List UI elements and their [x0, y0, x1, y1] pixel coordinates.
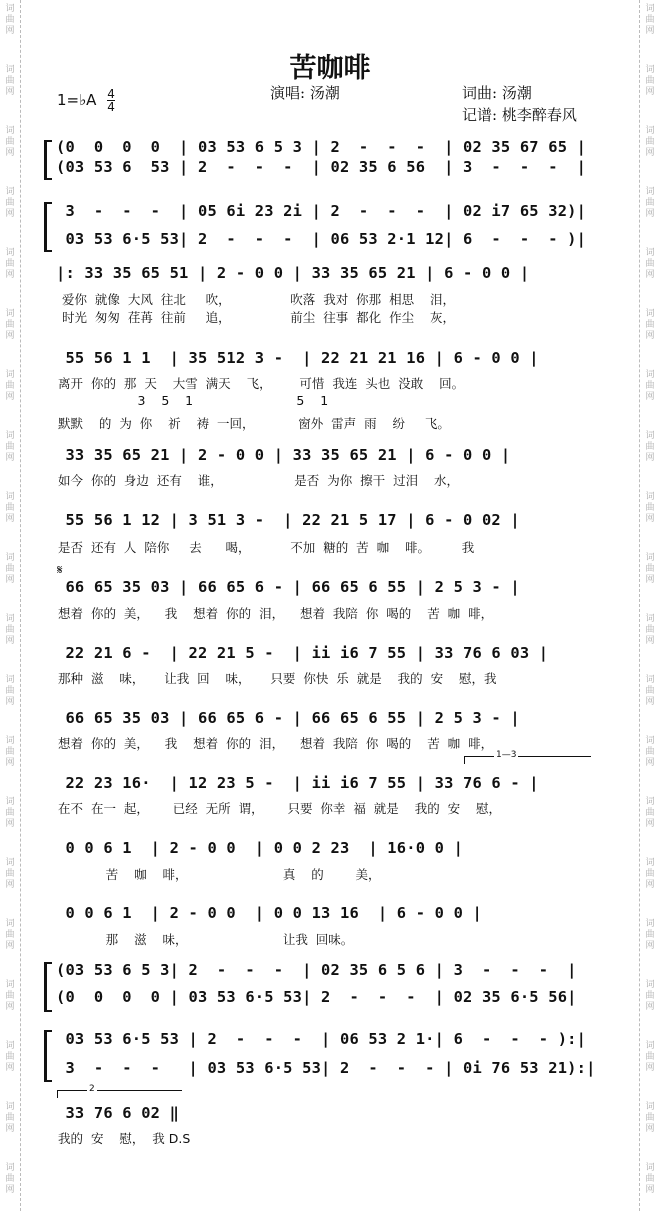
key-signature: 1=♭A [57, 91, 97, 109]
watermark-char: 曲 [5, 76, 15, 86]
watermark-glyph-group [3, 919, 17, 952]
notation-line: 22 21 6 - | 22 21 5 - | ii i6 7 55 | 33 76 6 03 | [56, 644, 549, 662]
watermark-char: 词 [5, 1163, 15, 1173]
watermark-glyph-group [643, 1041, 657, 1074]
watermark-glyph-group [643, 492, 657, 525]
watermark-char: 曲 [5, 259, 15, 269]
volta-bracket-1 [464, 750, 592, 766]
watermark-char: 曲 [5, 808, 15, 818]
lyric-line: 那种 滋 味， 让我 回 味， 只要 你快 乐 就是 我的 安 慰，我 [58, 671, 497, 686]
time-signature [107, 88, 115, 113]
watermark-glyph-group [643, 980, 657, 1013]
system-brace-4 [44, 1030, 52, 1082]
watermark-char: 曲 [645, 625, 655, 635]
watermark-char: 词 [5, 675, 15, 685]
notation-line: (03 53 6 53 | 2 - - - | 02 35 6 56 | 3 - - - | [56, 158, 587, 176]
watermark-char: 曲 [5, 747, 15, 757]
lyric-line: 时光 匆匆 荏苒 往前 追， 前尘 往事 都化 作尘 灰， [58, 310, 456, 325]
watermark-char: 网 [645, 697, 655, 707]
watermark-char: 词 [5, 919, 15, 929]
watermark-char: 曲 [645, 564, 655, 574]
watermark-char: 网 [5, 148, 15, 158]
watermark-char: 网 [5, 819, 15, 829]
watermark-char: 词 [5, 797, 15, 807]
watermark-char: 曲 [645, 381, 655, 391]
watermark-glyph-group [643, 858, 657, 891]
watermark-char: 曲 [5, 625, 15, 635]
watermark-char: 词 [645, 980, 655, 990]
watermark-char: 词 [5, 431, 15, 441]
notation-line: (0 0 0 0 | 03 53 6 5 3 | 2 - - - | 02 35 67 65 | [56, 138, 587, 156]
watermark-glyph-group [643, 553, 657, 586]
watermark-char: 词 [645, 309, 655, 319]
watermark-char: 网 [5, 209, 15, 219]
watermark-char: 词 [5, 1102, 15, 1112]
watermark-char: 曲 [645, 1174, 655, 1184]
watermark-char: 词 [645, 1102, 655, 1112]
watermark-glyph-group [3, 614, 17, 647]
lyric-line: 离开 你的 那 天 大雪 满天 飞， 可惜 我连 头也 没敢 回。 [58, 376, 465, 391]
system-brace-3 [44, 962, 52, 1012]
song-title: 苦咖啡 [289, 53, 371, 84]
notation-line: 33 35 65 21 | 2 - 0 0 | 33 35 65 21 | 6 - 0 0 | [56, 446, 511, 464]
watermark-glyph-group [3, 492, 17, 525]
watermark-char: 曲 [645, 991, 655, 1001]
watermark-char: 网 [5, 514, 15, 524]
watermark-char: 曲 [645, 747, 655, 757]
lyric-line: 在不 在一 起， 已经 无所 谓， 只要 你幸 福 就是 我的 安 慰， [58, 801, 502, 816]
watermark-glyph-group [3, 553, 17, 586]
watermark-glyph-group [643, 919, 657, 952]
watermark-char: 网 [645, 1002, 655, 1012]
watermark-char: 曲 [645, 869, 655, 879]
watermark-glyph-group [3, 736, 17, 769]
watermark-char: 曲 [5, 442, 15, 452]
watermark-glyph-group [643, 1102, 657, 1135]
watermark-char: 网 [645, 575, 655, 585]
watermark-char: 词 [5, 492, 15, 502]
watermark-glyph-group [3, 858, 17, 891]
right-margin-strip [639, 0, 660, 1211]
lyric-line: 想着 你的 美， 我 想着 你的 泪， 想着 我陪 你 喝的 苦 咖 啡， [58, 606, 494, 621]
watermark-char: 词 [5, 248, 15, 258]
watermark-glyph-group [643, 248, 657, 281]
watermark-char: 词 [645, 248, 655, 258]
notation-line: 22 23 16· | 12 23 5 - | ii i6 7 55 | 33 76 6 - | [56, 774, 539, 792]
watermark-char: 词 [645, 187, 655, 197]
lyric-line: 默默 的 为 你 祈 祷 一回， 窗外 雷声 雨 纷 飞。 [58, 416, 450, 431]
watermark-char: 词 [5, 553, 15, 563]
composer-credit: 词曲: 汤潮 [462, 84, 532, 102]
watermark-char: 网 [645, 758, 655, 768]
transcriber-credit: 记谱: 桃李醉春风 [462, 106, 577, 124]
watermark-char: 曲 [5, 686, 15, 696]
watermark-char: 曲 [645, 503, 655, 513]
watermark-char: 网 [5, 941, 15, 951]
lyric-line: 那 滋 味， 让我 回味。 [58, 932, 354, 947]
watermark-char: 曲 [5, 869, 15, 879]
watermark-char: 曲 [5, 564, 15, 574]
watermark-glyph-group [643, 736, 657, 769]
watermark-char: 网 [645, 1124, 655, 1134]
watermark-char: 网 [645, 941, 655, 951]
watermark-char: 曲 [645, 198, 655, 208]
watermark-char: 曲 [645, 259, 655, 269]
watermark-char: 网 [645, 331, 655, 341]
watermark-char: 网 [645, 819, 655, 829]
watermark-char: 网 [5, 697, 15, 707]
watermark-char: 词 [5, 126, 15, 136]
watermark-char: 词 [5, 980, 15, 990]
watermark-char: 曲 [5, 1113, 15, 1123]
watermark-char: 网 [645, 514, 655, 524]
watermark-char: 网 [645, 392, 655, 402]
watermark-glyph-group [643, 797, 657, 830]
watermark-char: 网 [5, 26, 15, 36]
watermark-char: 曲 [5, 198, 15, 208]
watermark-glyph-group [3, 1163, 17, 1196]
watermark-char: 曲 [5, 503, 15, 513]
watermark-char: 词 [645, 675, 655, 685]
volta-2-label: 2 [89, 1084, 95, 1094]
watermark-char: 曲 [5, 930, 15, 940]
notation-line: 03 53 6·5 53| 2 - - - | 06 53 2·1 12| 6 - - - )| [56, 230, 587, 248]
watermark-glyph-group [3, 797, 17, 830]
notation-line: (03 53 6 5 3| 2 - - - | 02 35 6 5 6 | 3 - - - | [56, 961, 577, 979]
watermark-char: 词 [645, 553, 655, 563]
watermark-char: 词 [5, 736, 15, 746]
watermark-char: 网 [5, 1002, 15, 1012]
watermark-glyph-group [3, 126, 17, 159]
segno-sign: 𝄋 [57, 563, 63, 578]
watermark-char: 网 [5, 1063, 15, 1073]
watermark-glyph-group [643, 675, 657, 708]
watermark-char: 词 [645, 492, 655, 502]
watermark-char: 词 [645, 1163, 655, 1173]
watermark-char: 词 [645, 919, 655, 929]
watermark-char: 词 [5, 370, 15, 380]
watermark-char: 曲 [645, 15, 655, 25]
watermark-char: 网 [645, 148, 655, 158]
watermark-glyph-group [3, 1041, 17, 1074]
watermark-char: 网 [5, 331, 15, 341]
watermark-glyph-group [643, 614, 657, 647]
watermark-char: 曲 [5, 1174, 15, 1184]
notation-line: |: 33 35 65 51 | 2 - 0 0 | 33 35 65 21 | 6 - 0 0 | [56, 264, 530, 282]
watermark-glyph-group [3, 4, 17, 37]
notation-line: 66 65 35 03 | 66 65 6 - | 66 65 6 55 | 2 5 3 - | [56, 578, 520, 596]
watermark-char: 词 [645, 126, 655, 136]
lyric-line: 3 5 1 5 1 [58, 393, 329, 408]
watermark-char: 曲 [5, 320, 15, 330]
watermark-char: 词 [5, 187, 15, 197]
watermark-char: 词 [5, 309, 15, 319]
watermark-char: 网 [5, 636, 15, 646]
watermark-char: 曲 [5, 991, 15, 1001]
system-brace-2 [44, 202, 52, 252]
key-signature-block [57, 88, 115, 113]
notation-line: (0 0 0 0 | 03 53 6·5 53| 2 - - - | 02 35 6·5 56| [56, 988, 577, 1006]
watermark-char: 词 [645, 797, 655, 807]
watermark-char: 词 [5, 1041, 15, 1051]
watermark-char: 词 [645, 614, 655, 624]
watermark-char: 网 [645, 1185, 655, 1195]
notation-line: 33 76 6 02 ‖ [56, 1104, 180, 1122]
watermark-char: 网 [645, 1063, 655, 1073]
watermark-char: 词 [5, 858, 15, 868]
watermark-char: 网 [5, 1185, 15, 1195]
volta-bracket-2 [57, 1084, 183, 1100]
watermark-glyph-group [3, 1102, 17, 1135]
watermark-char: 曲 [5, 137, 15, 147]
watermark-char: 词 [645, 858, 655, 868]
watermark-char: 网 [645, 880, 655, 890]
watermark-char: 网 [5, 880, 15, 890]
notation-line: 66 65 35 03 | 66 65 6 - | 66 65 6 55 | 2 5 3 - | [56, 709, 520, 727]
notation-line: 0 0 6 1 | 2 - 0 0 | 0 0 13 16 | 6 - 0 0 | [56, 904, 482, 922]
watermark-glyph-group [3, 309, 17, 342]
watermark-char: 曲 [645, 686, 655, 696]
watermark-char: 曲 [645, 137, 655, 147]
watermark-glyph-group [3, 980, 17, 1013]
watermark-char: 曲 [5, 15, 15, 25]
watermark-char: 曲 [5, 381, 15, 391]
watermark-char: 词 [645, 370, 655, 380]
watermark-char: 词 [645, 736, 655, 746]
watermark-char: 曲 [645, 1113, 655, 1123]
watermark-char: 网 [5, 392, 15, 402]
notation-line: 0 0 6 1 | 2 - 0 0 | 0 0 2 23 | 16·0 0 | [56, 839, 464, 857]
watermark-char: 网 [645, 270, 655, 280]
watermark-glyph-group [643, 370, 657, 403]
watermark-char: 词 [5, 4, 15, 14]
watermark-char: 网 [5, 87, 15, 97]
watermark-char: 词 [5, 65, 15, 75]
lyric-line: 苦 咖 啡， 真 的 美， [58, 867, 381, 882]
notation-line: 55 56 1 1 | 35 512 3 - | 22 21 21 16 | 6 - 0 0 | [56, 349, 539, 367]
watermark-char: 网 [645, 209, 655, 219]
watermark-glyph-group [643, 1163, 657, 1196]
watermark-char: 网 [645, 636, 655, 646]
singer-credit: 演唱: 汤潮 [270, 84, 340, 102]
lyric-line: 是否 还有 人 陪你 去 喝， 不加 糖的 苦 咖 啡。 我 [58, 540, 475, 555]
watermark-char: 网 [5, 1124, 15, 1134]
watermark-glyph-group [3, 675, 17, 708]
watermark-glyph-group [643, 4, 657, 37]
system-brace-1 [44, 140, 52, 180]
watermark-char: 网 [645, 453, 655, 463]
watermark-char: 网 [645, 87, 655, 97]
watermark-char: 曲 [5, 1052, 15, 1062]
watermark-char: 曲 [645, 442, 655, 452]
watermark-char: 网 [5, 270, 15, 280]
watermark-glyph-group [643, 187, 657, 220]
time-signature-top: 4 [107, 87, 115, 101]
lyric-line: 我的 安 慰， 我 D.S [58, 1131, 191, 1146]
watermark-char: 网 [5, 758, 15, 768]
watermark-glyph-group [3, 248, 17, 281]
watermark-char: 曲 [645, 320, 655, 330]
lyric-line: 爱你 就像 大风 往北 吹， 吹落 我对 你那 相思 泪， [58, 292, 456, 307]
watermark-char: 词 [645, 4, 655, 14]
watermark-glyph-group [643, 126, 657, 159]
watermark-char: 网 [645, 26, 655, 36]
watermark-char: 曲 [645, 808, 655, 818]
watermark-char: 网 [5, 575, 15, 585]
volta-1-label: 1—3 [496, 750, 517, 760]
watermark-char: 曲 [645, 930, 655, 940]
notation-line: 55 56 1 12 | 3 51 3 - | 22 21 5 17 | 6 - 0 02 | [56, 511, 520, 529]
watermark-char: 词 [5, 614, 15, 624]
watermark-glyph-group [3, 187, 17, 220]
watermark-char: 词 [645, 1041, 655, 1051]
lyric-line: 如今 你的 身边 还有 谁， 是否 为你 擦干 过泪 水， [58, 473, 459, 488]
notation-line: 3 - - - | 05 6i 23 2i | 2 - - - | 02 i7 65 32)| [56, 202, 587, 220]
watermark-glyph-group [643, 431, 657, 464]
watermark-char: 曲 [645, 76, 655, 86]
watermark-glyph-group [3, 370, 17, 403]
watermark-glyph-group [643, 309, 657, 342]
watermark-glyph-group [3, 431, 17, 464]
watermark-char: 曲 [645, 1052, 655, 1062]
watermark-char: 词 [645, 65, 655, 75]
watermark-char: 词 [645, 431, 655, 441]
time-signature-bottom: 4 [107, 100, 115, 114]
notation-line: 03 53 6·5 53 | 2 - - - | 06 53 2 1·| 6 - - - ):| [56, 1030, 587, 1048]
lyric-line: 想着 你的 美， 我 想着 你的 泪， 想着 我陪 你 喝的 苦 咖 啡， [58, 736, 494, 751]
left-margin-strip [0, 0, 21, 1211]
watermark-char: 网 [5, 453, 15, 463]
notation-line: 3 - - - | 03 53 6·5 53| 2 - - - | 0i 76 53 21):| [56, 1059, 596, 1077]
